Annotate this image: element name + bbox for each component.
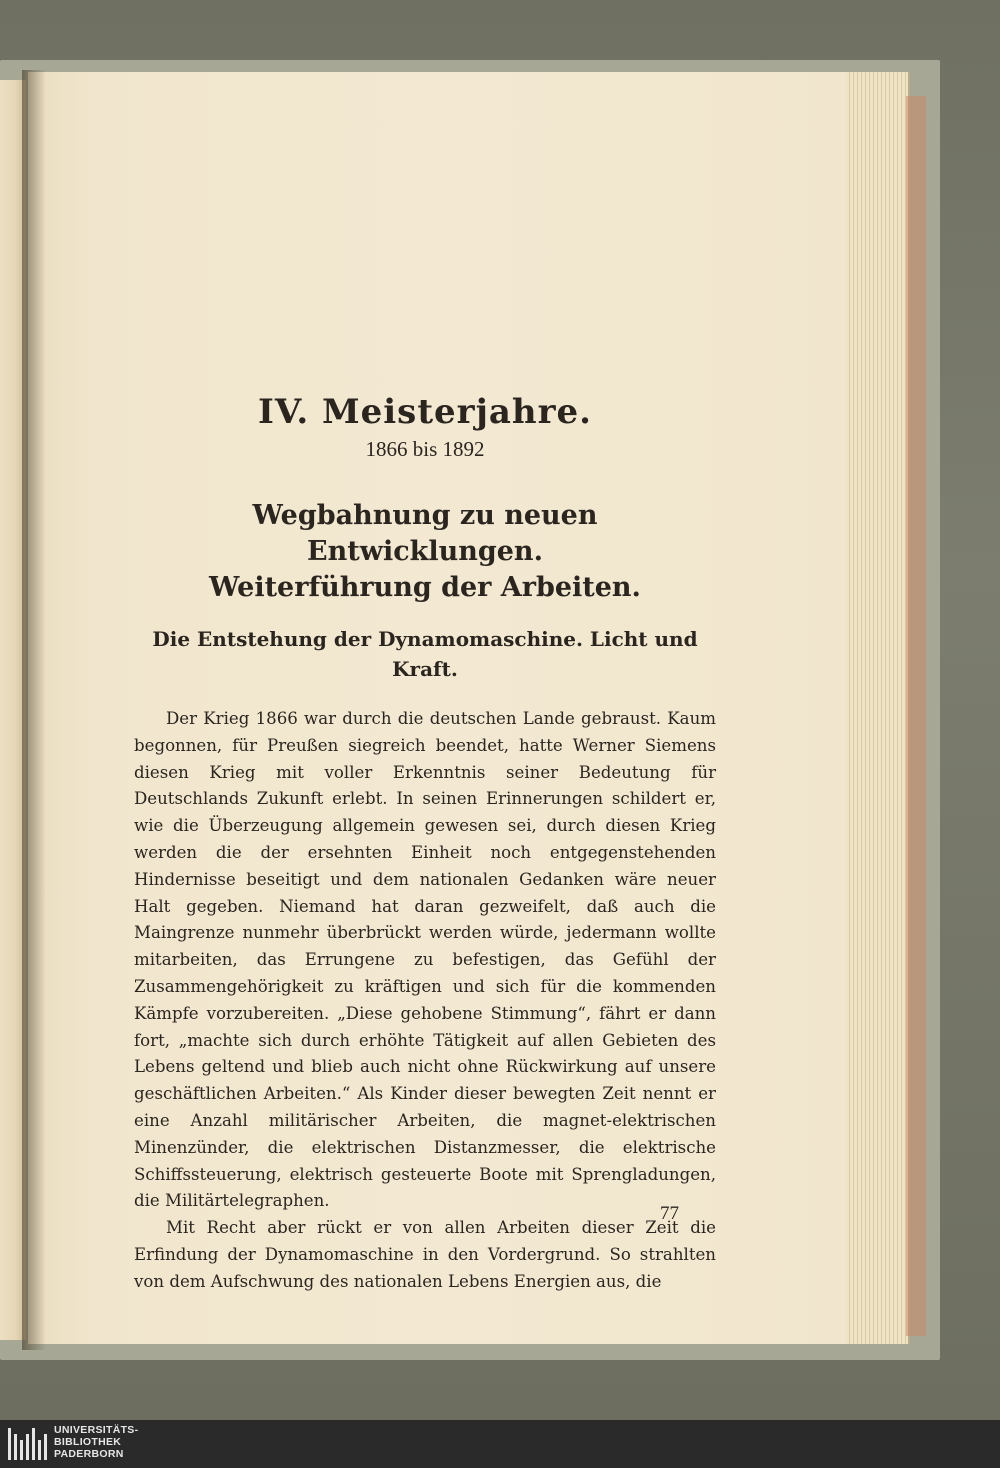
section-title-line-2: Weiterführung der Arbeiten. bbox=[209, 572, 641, 603]
section-title bbox=[134, 498, 716, 606]
page-number: 77 bbox=[660, 1203, 679, 1224]
chapter-dates: 1866 bis 1892 bbox=[365, 437, 485, 461]
page-edge-tint bbox=[906, 96, 926, 1336]
section-title-line-1: Wegbahnung zu neuen Entwicklungen. bbox=[252, 500, 598, 567]
library-logo-icon bbox=[8, 1428, 48, 1460]
library-name-line-3: PADERBORN bbox=[54, 1448, 124, 1460]
subsection-title: Die Entstehung der Dynamomaschine. Licht und Kraft. bbox=[152, 627, 698, 681]
library-footer bbox=[0, 1420, 1000, 1468]
page-edges bbox=[846, 72, 910, 1344]
library-name-line-2: BIBLIOTHEK bbox=[54, 1436, 122, 1448]
page-content bbox=[134, 390, 716, 1296]
paragraph-1: Der Krieg 1866 war durch die deutschen Lande gebraust. Kaum begonnen, für Preußen siegreich beendet, hatte Werner Siemens diesen Krieg mit voller Erkenntnis seiner Bedeutung für Deutschlands Zukunft erlebt. In seinen Erinnerungen schildert er, wie die Überzeugung allgemein gewesen sei, durch diesen Krieg werden die der ersehnten Einheit noch entgegenstehenden Hindernisse beseitigt und dem nationalen Gedanken wäre neuer Halt gegeben. Niemand hat daran gezweifelt, daß auch die Maingrenze nunmehr überbrückt werden würde, jedermann wollte mitarbeiten, das Errungene zu befestigen, das Gefühl der Zusammengehörigkeit zu kräftigen und sich für die kommenden Kämpfe vorzubereiten. „Diese gehobene Stimmung“, fährt er dann fort, „machte sich durch erhöhte Tätigkeit auf allen Gebieten des Lebens geltend und blieb auch nicht ohne Rückwirkung auf unsere geschäftlichen Arbeiten.“ Als Kinder dieser bewegten Zeit nennt er eine Anzahl militärischer Arbeiten, die magnet-elektrischen Minenzünder, die elektrischen Distanzmesser, die elektrische Schiffssteuerung, elektrisch gesteuerte Boote mit Sprengladungen, die Militärtelegraphen. bbox=[134, 709, 716, 1211]
spine-shadow bbox=[22, 70, 46, 1350]
chapter-title: IV. Meisterjahre. bbox=[257, 392, 593, 432]
library-name bbox=[54, 1424, 138, 1460]
body-text bbox=[134, 706, 716, 1296]
paragraph-2: Mit Recht aber rückt er von allen Arbeiten dieser Zeit die Erfindung der Dynamomaschine in den Vordergrund. So strahlten von dem Aufschwung des nationalen Lebens Energien aus, die bbox=[134, 1218, 716, 1291]
library-name-line-1: UNIVERSITÄTS- bbox=[54, 1424, 139, 1436]
